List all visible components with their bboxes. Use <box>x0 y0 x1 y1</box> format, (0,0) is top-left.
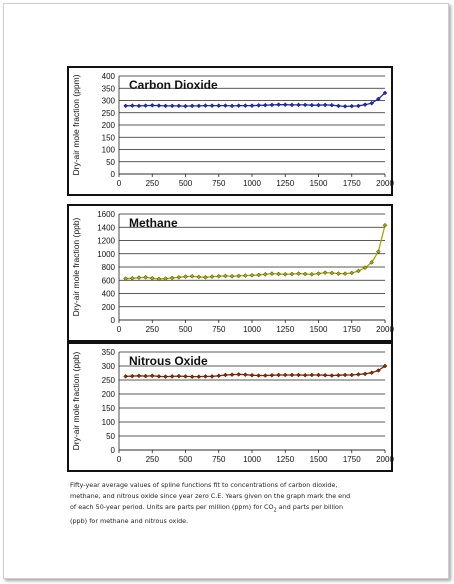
x-tick-label: 1500 <box>309 455 328 464</box>
data-point <box>263 103 267 107</box>
y-tick-label: 50 <box>106 157 115 167</box>
data-point <box>270 272 274 276</box>
data-point <box>144 374 148 378</box>
y-tick-label: 150 <box>101 133 115 143</box>
data-point <box>277 373 281 377</box>
data-point <box>303 103 307 107</box>
methane-chart-svg <box>69 206 394 340</box>
figure-caption <box>70 480 400 527</box>
data-point <box>130 276 134 280</box>
data-point <box>210 275 214 279</box>
y-tick-label: 200 <box>101 121 115 130</box>
data-point <box>150 103 154 107</box>
data-point <box>290 103 294 107</box>
data-point <box>350 373 354 377</box>
nitrous-oxide-chart-panel <box>67 342 393 472</box>
data-point <box>157 374 161 378</box>
x-tick-label: 500 <box>178 325 193 334</box>
data-point <box>210 104 214 108</box>
caption-line-3b: and parts per billion <box>276 503 344 511</box>
x-tick-label: 0 <box>116 325 122 334</box>
y-tick-label: 100 <box>101 418 115 427</box>
data-point <box>297 103 301 107</box>
data-point <box>317 103 321 107</box>
data-point <box>336 373 340 377</box>
data-point <box>243 274 247 278</box>
series-line <box>126 225 385 279</box>
data-point <box>290 272 294 276</box>
x-tick-label: 0 <box>116 179 122 188</box>
x-tick-label: 1000 <box>243 455 261 464</box>
y-axis-label: Dry-air mole fraction (ppb) <box>71 351 81 451</box>
data-point <box>350 104 354 108</box>
data-point <box>150 374 154 378</box>
caption-line-2: methane, and nitrous oxide since year zero C.E. Years given on the graph mark the end <box>70 492 351 500</box>
x-tick-label: 0 <box>116 455 122 464</box>
x-tick-label: 1250 <box>276 455 295 464</box>
data-point <box>270 373 274 377</box>
caption-line-3a: of each 50-year period. Units are parts per million (ppm) for CO <box>70 503 274 511</box>
data-point <box>257 374 261 378</box>
data-point <box>317 373 321 377</box>
data-point <box>317 272 321 276</box>
x-tick-label: 1750 <box>342 179 361 188</box>
y-tick-label: 1200 <box>97 236 115 246</box>
x-tick-label: 500 <box>178 455 193 464</box>
data-point <box>250 373 254 377</box>
y-axis-label: Dry-air mole fraction (ppb) <box>71 217 81 317</box>
data-point <box>356 104 360 108</box>
co2-chart-svg <box>69 68 394 194</box>
data-point <box>343 104 347 108</box>
data-point <box>250 273 254 277</box>
data-point <box>263 272 267 276</box>
data-point <box>336 272 340 276</box>
data-point <box>203 374 207 378</box>
y-tick-label: 1600 <box>97 210 115 219</box>
data-point <box>197 275 201 279</box>
data-point <box>323 271 327 275</box>
data-point <box>270 103 274 107</box>
data-point <box>230 104 234 108</box>
x-tick-label: 500 <box>178 179 193 188</box>
x-tick-label: 750 <box>212 455 226 464</box>
data-point <box>363 103 367 107</box>
data-point <box>197 104 201 108</box>
x-tick-label: 1000 <box>243 325 261 334</box>
x-tick-label: 1500 <box>309 325 328 334</box>
data-point <box>350 271 354 275</box>
data-point <box>144 275 148 279</box>
data-point <box>383 223 387 227</box>
data-point <box>343 373 347 377</box>
data-point <box>223 274 227 278</box>
data-point <box>290 373 294 377</box>
data-point <box>310 272 314 276</box>
data-point <box>144 104 148 108</box>
data-point <box>323 103 327 107</box>
y-tick-label: 350 <box>101 84 115 94</box>
data-point <box>237 104 241 108</box>
data-point <box>297 272 301 276</box>
data-point <box>330 271 334 275</box>
data-point <box>184 275 188 279</box>
data-point <box>157 104 161 108</box>
y-axis-label: Dry-air mole fraction (ppm) <box>71 74 81 176</box>
data-point <box>137 374 141 378</box>
data-point <box>210 374 214 378</box>
x-tick-label: 750 <box>212 325 226 334</box>
x-tick-label: 1750 <box>342 455 361 464</box>
x-tick-label: 1500 <box>309 179 328 188</box>
data-point <box>223 373 227 377</box>
data-point <box>237 274 241 278</box>
data-point <box>310 103 314 107</box>
data-point <box>203 104 207 108</box>
chart-title: Carbon Dioxide <box>129 78 218 92</box>
data-point <box>303 272 307 276</box>
y-tick-label: 1000 <box>97 249 115 259</box>
data-point <box>230 373 234 377</box>
methane-chart-panel <box>67 204 393 342</box>
x-tick-label: 250 <box>145 455 159 464</box>
data-point <box>137 276 141 280</box>
y-tick-label: 250 <box>101 376 115 385</box>
data-point <box>124 104 128 108</box>
data-point <box>223 104 227 108</box>
data-point <box>184 104 188 108</box>
data-point <box>237 372 241 376</box>
x-tick-label: 250 <box>145 325 159 334</box>
data-point <box>190 375 194 379</box>
caption-line-1: Fifty-year average values of spline functions fit to concentrations of carbon dioxide, <box>70 481 338 489</box>
x-tick-label: 750 <box>212 179 226 188</box>
data-point <box>217 374 221 378</box>
data-point <box>177 374 181 378</box>
data-point <box>310 373 314 377</box>
data-point <box>243 373 247 377</box>
data-point <box>336 104 340 108</box>
data-point <box>257 103 261 107</box>
x-tick-label: 1000 <box>243 179 261 188</box>
y-tick-label: 400 <box>101 289 115 299</box>
data-point <box>330 103 334 107</box>
x-tick-label: 1250 <box>276 179 295 188</box>
data-point <box>230 274 234 278</box>
data-point <box>124 374 128 378</box>
co2-chart-panel <box>67 66 393 196</box>
data-point <box>177 104 181 108</box>
y-tick-label: 150 <box>101 404 115 413</box>
y-tick-label: 400 <box>101 72 115 81</box>
x-tick-label: 1750 <box>342 325 361 334</box>
y-tick-label: 200 <box>101 390 115 399</box>
chart-title: Methane <box>129 216 178 230</box>
y-tick-label: 250 <box>101 108 115 118</box>
x-tick-label: 2000 <box>376 455 394 464</box>
data-point <box>277 272 281 276</box>
y-tick-label: 800 <box>101 263 115 272</box>
data-point <box>356 372 360 376</box>
nitrous-oxide-chart-svg <box>69 344 394 470</box>
data-point <box>150 276 154 280</box>
x-tick-label: 250 <box>145 179 159 188</box>
caption-line-4: (ppb) for methane and nitrous oxide. <box>70 517 189 526</box>
x-tick-label: 2000 <box>376 325 394 334</box>
data-point <box>330 374 334 378</box>
y-tick-label: 600 <box>101 276 115 286</box>
data-point <box>217 104 221 108</box>
y-tick-label: 1400 <box>97 223 115 233</box>
data-point <box>323 373 327 377</box>
data-point <box>283 272 287 276</box>
y-tick-label: 300 <box>101 362 115 371</box>
data-point <box>243 104 247 108</box>
data-point <box>257 273 261 277</box>
data-point <box>184 374 188 378</box>
y-tick-label: 100 <box>101 145 115 155</box>
data-point <box>303 373 307 377</box>
data-point <box>164 375 168 379</box>
y-tick-label: 50 <box>106 432 115 441</box>
data-point <box>370 371 374 375</box>
data-point <box>263 374 267 378</box>
y-tick-label: 200 <box>101 302 115 312</box>
data-point <box>283 103 287 107</box>
y-tick-label: 350 <box>101 348 115 357</box>
data-point <box>363 372 367 376</box>
y-tick-label: 0 <box>110 446 115 455</box>
y-tick-label: 0 <box>110 170 115 179</box>
data-point <box>170 276 174 280</box>
data-point <box>356 269 360 273</box>
caption-subscript: 2 <box>273 507 277 514</box>
y-tick-label: 0 <box>110 316 115 325</box>
data-point <box>190 274 194 278</box>
series-line <box>126 93 385 107</box>
data-point <box>137 104 141 108</box>
data-point <box>217 274 221 278</box>
chart-title: Nitrous Oxide <box>129 354 208 368</box>
data-point <box>277 103 281 107</box>
x-tick-label: 2000 <box>376 179 394 188</box>
x-tick-label: 1250 <box>276 325 295 334</box>
data-point <box>203 275 207 279</box>
data-point <box>190 104 194 108</box>
data-point <box>170 374 174 378</box>
data-point <box>177 275 181 279</box>
data-point <box>164 104 168 108</box>
data-point <box>343 272 347 276</box>
data-point <box>250 104 254 108</box>
data-point <box>130 374 134 378</box>
y-tick-label: 300 <box>101 96 115 106</box>
data-point <box>283 373 287 377</box>
data-point <box>297 373 301 377</box>
data-point <box>130 104 134 108</box>
data-point <box>197 375 201 379</box>
document-page <box>3 3 449 579</box>
data-point <box>170 104 174 108</box>
